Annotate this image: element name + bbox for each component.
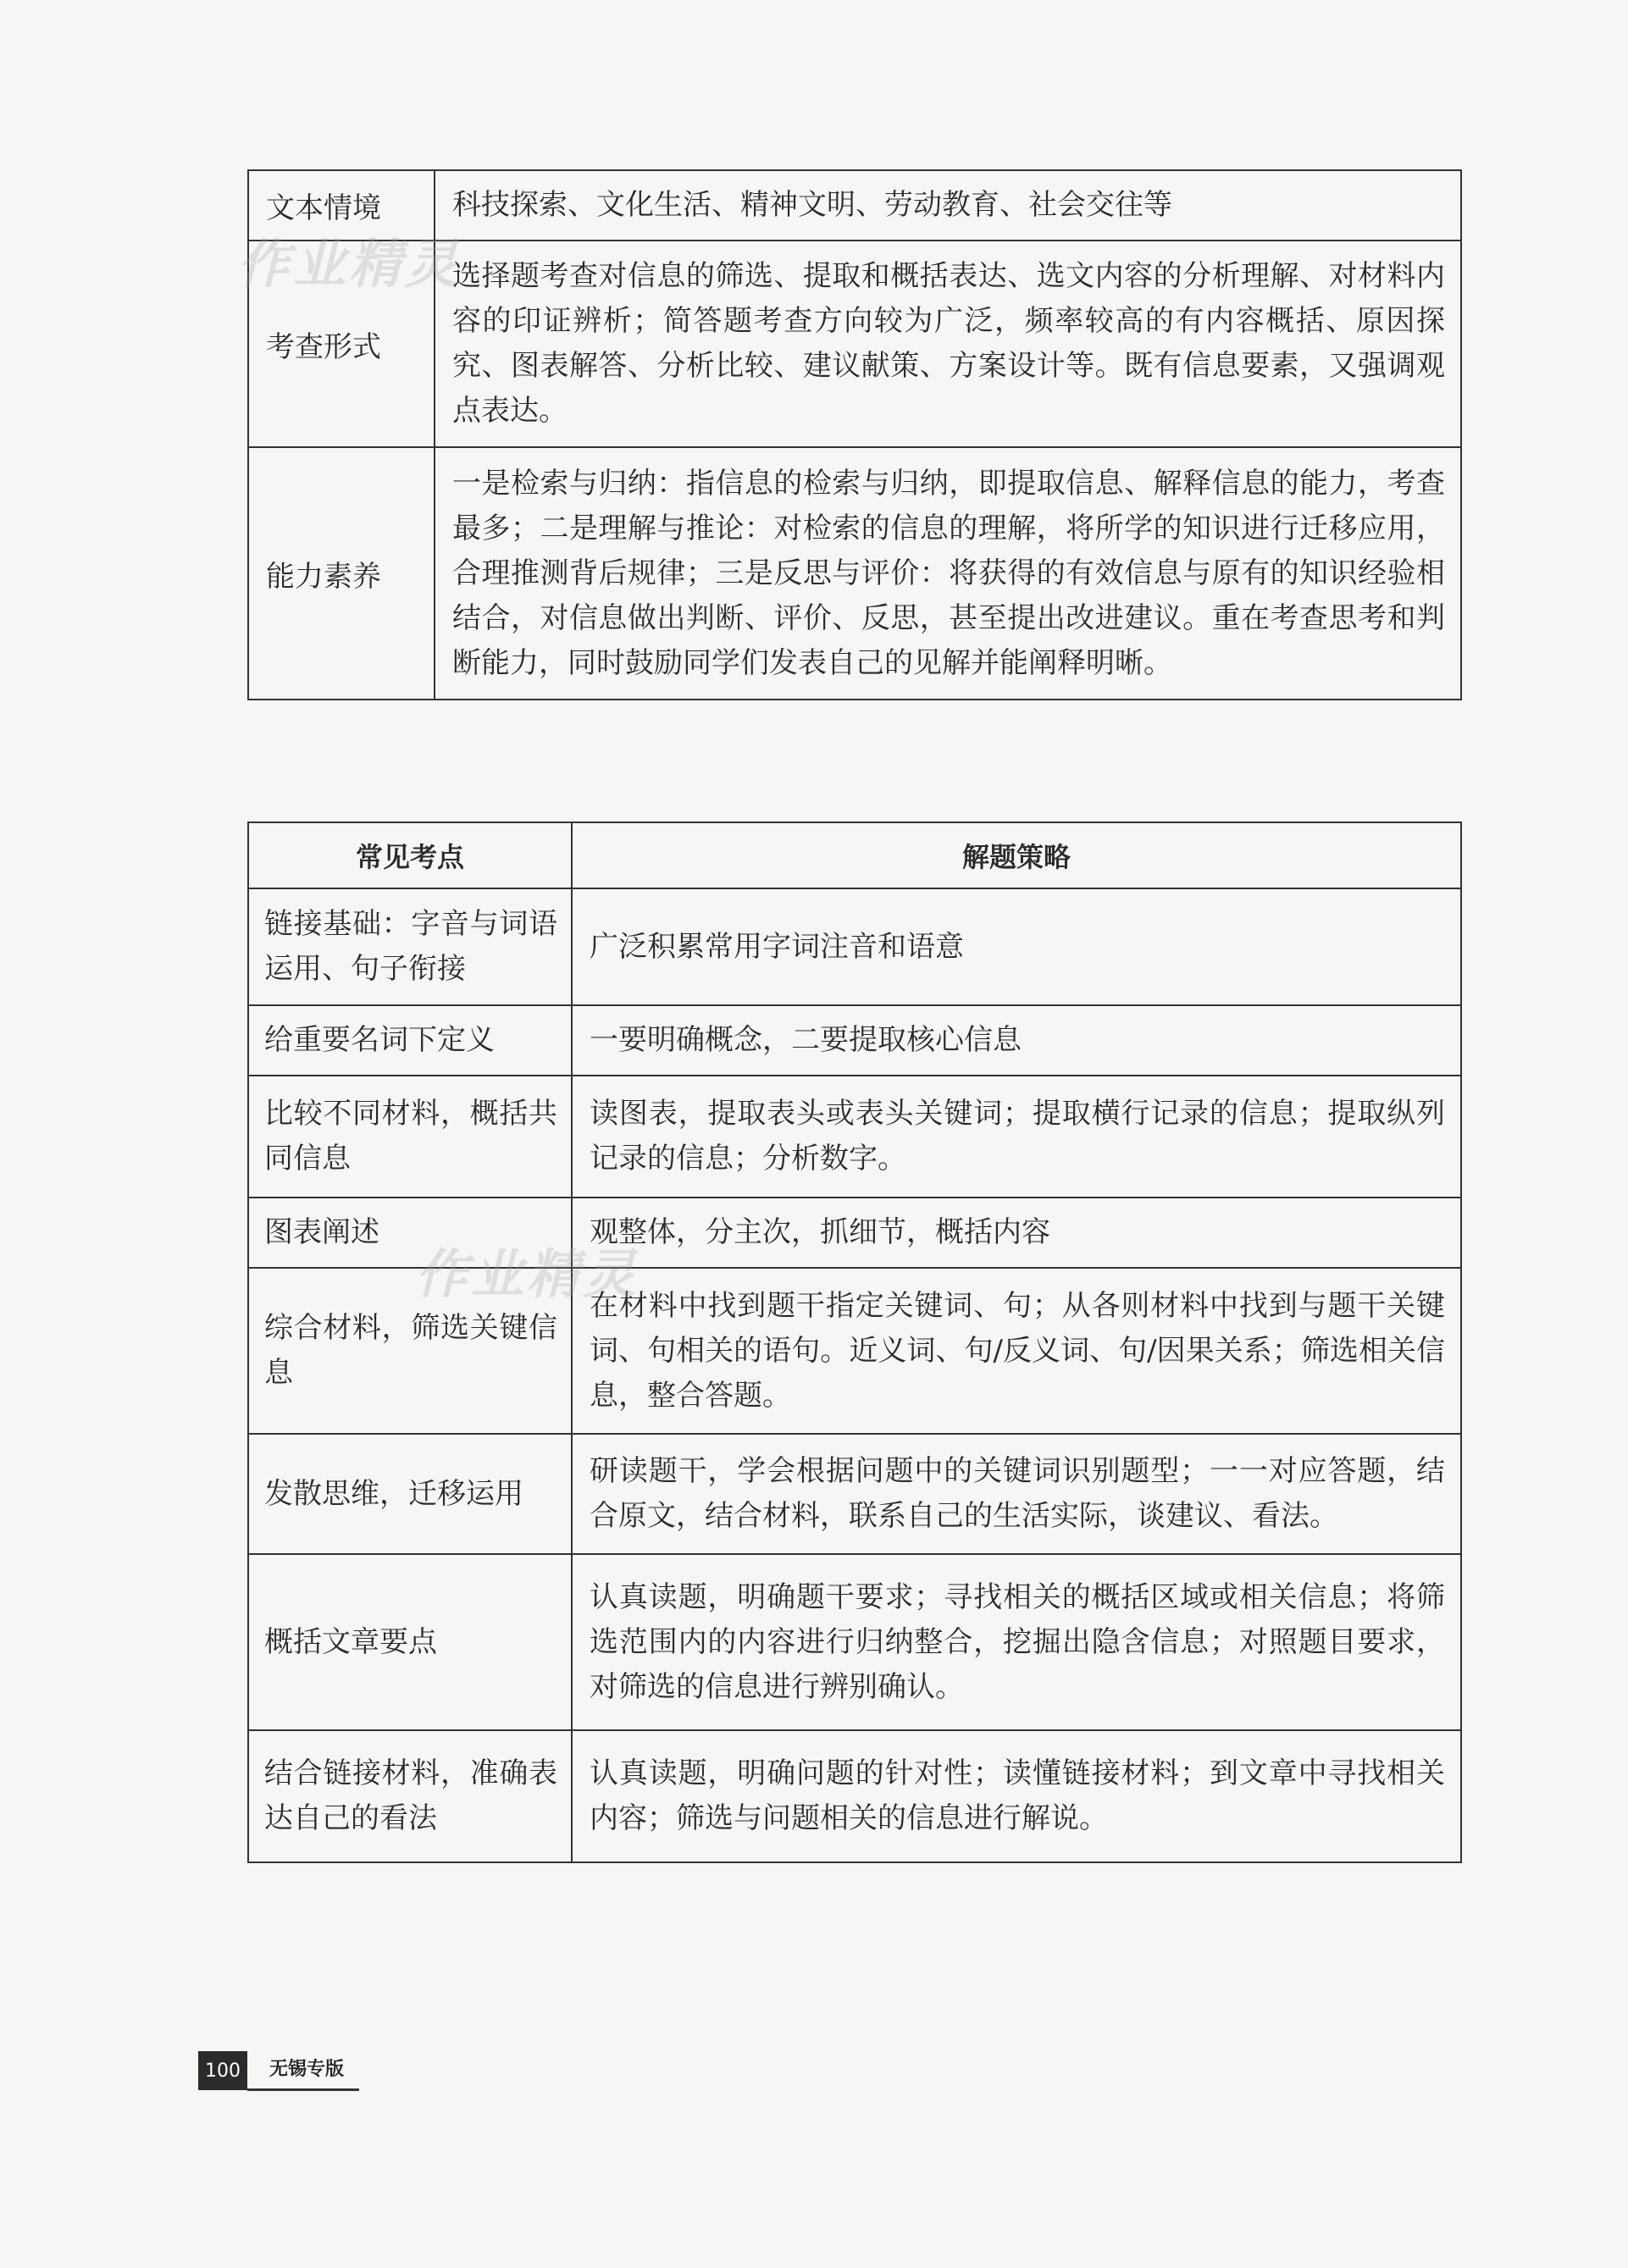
footer-divider	[247, 2088, 359, 2091]
row-content: 选择题考查对信息的筛选、提取和概括表达、选文内容的分析理解、对材料内容的印证辨析；简答题考查方向较为广泛，频率较高的有内容概括、原因探究、图表解答、分析比较、建议献策、方案设计等。既有信息要素，又强调观点表达。	[435, 241, 1461, 447]
table-row	[248, 1005, 1461, 1076]
strategy-cell: 认真读题，明确问题的针对性；读懂链接材料；到文章中寻找相关内容；筛选与问题相关的信息进行解说。	[572, 1730, 1461, 1862]
point-cell: 概括文章要点	[248, 1554, 572, 1730]
watermark: 作业精灵	[237, 233, 462, 295]
row-content: 科技探索、文化生活、精神文明、劳动教育、社会交往等	[435, 170, 1461, 241]
table-header-row	[248, 822, 1461, 888]
strategy-cell: 读图表，提取表头或表头关键词；提取横行记录的信息；提取纵列记录的信息；分析数字。	[572, 1076, 1461, 1198]
strategy-cell: 认真读题，明确题干要求；寻找相关的概括区域或相关信息；将筛选范围内的内容进行归纳整合，挖掘出隐含信息；对照题目要求，对筛选的信息进行辨别确认。	[572, 1554, 1461, 1730]
table-row	[248, 1730, 1461, 1862]
table-row	[248, 1434, 1461, 1554]
row-label: 考查形式	[248, 241, 435, 447]
table-row	[248, 1076, 1461, 1198]
page-number: 100	[198, 2051, 247, 2090]
table-row	[248, 888, 1461, 1005]
row-label: 能力素养	[248, 447, 435, 700]
strategy-cell: 一要明确概念，二要提取核心信息	[572, 1005, 1461, 1076]
header-points: 常见考点	[248, 822, 572, 888]
point-cell: 给重要名词下定义	[248, 1005, 572, 1076]
strategy-cell: 在材料中找到题干指定关键词、句；从各则材料中找到与题干关键词、句相关的语句。近义词、句/反义词、句/因果关系；筛选相关信息，整合答题。	[572, 1268, 1461, 1434]
point-cell: 综合材料，筛选关键信息	[248, 1268, 572, 1434]
edition-label: 无锡专版	[269, 2059, 345, 2080]
strategy-cell: 观整体，分主次，抓细节，概括内容	[572, 1198, 1461, 1268]
point-cell: 发散思维，迁移运用	[248, 1434, 572, 1554]
point-cell: 图表阐述	[248, 1198, 572, 1268]
table-row	[248, 447, 1461, 700]
watermark: 作业精灵	[415, 1243, 640, 1305]
strategy-cell: 研读题干，学会根据问题中的关键词识别题型；一一对应答题，结合原文，结合材料，联系自己的生活实际，谈建议、看法。	[572, 1434, 1461, 1554]
point-cell: 链接基础：字音与词语运用、句子衔接	[248, 888, 572, 1005]
row-content: 一是检索与归纳：指信息的检索与归纳，即提取信息、解释信息的能力，考查最多；二是理解与推论：对检索的信息的理解，将所学的知识进行迁移应用，合理推测背后规律；三是反思与评价：将获得的有效信息与原有的知识经验相结合，对信息做出判断、评价、反思，甚至提出改进建议。重在考查思考和判断能力，同时鼓励同学们发表自己的见解并能阐释明晰。	[435, 447, 1461, 700]
point-cell: 结合链接材料，准确表达自己的看法	[248, 1730, 572, 1862]
header-strategy: 解题策略	[572, 822, 1461, 888]
point-cell: 比较不同材料，概括共同信息	[248, 1076, 572, 1198]
strategy-table	[247, 821, 1462, 1863]
row-label: 文本情境	[248, 170, 435, 241]
table-row	[248, 1554, 1461, 1730]
strategy-cell: 广泛积累常用字词注音和语意	[572, 888, 1461, 1005]
